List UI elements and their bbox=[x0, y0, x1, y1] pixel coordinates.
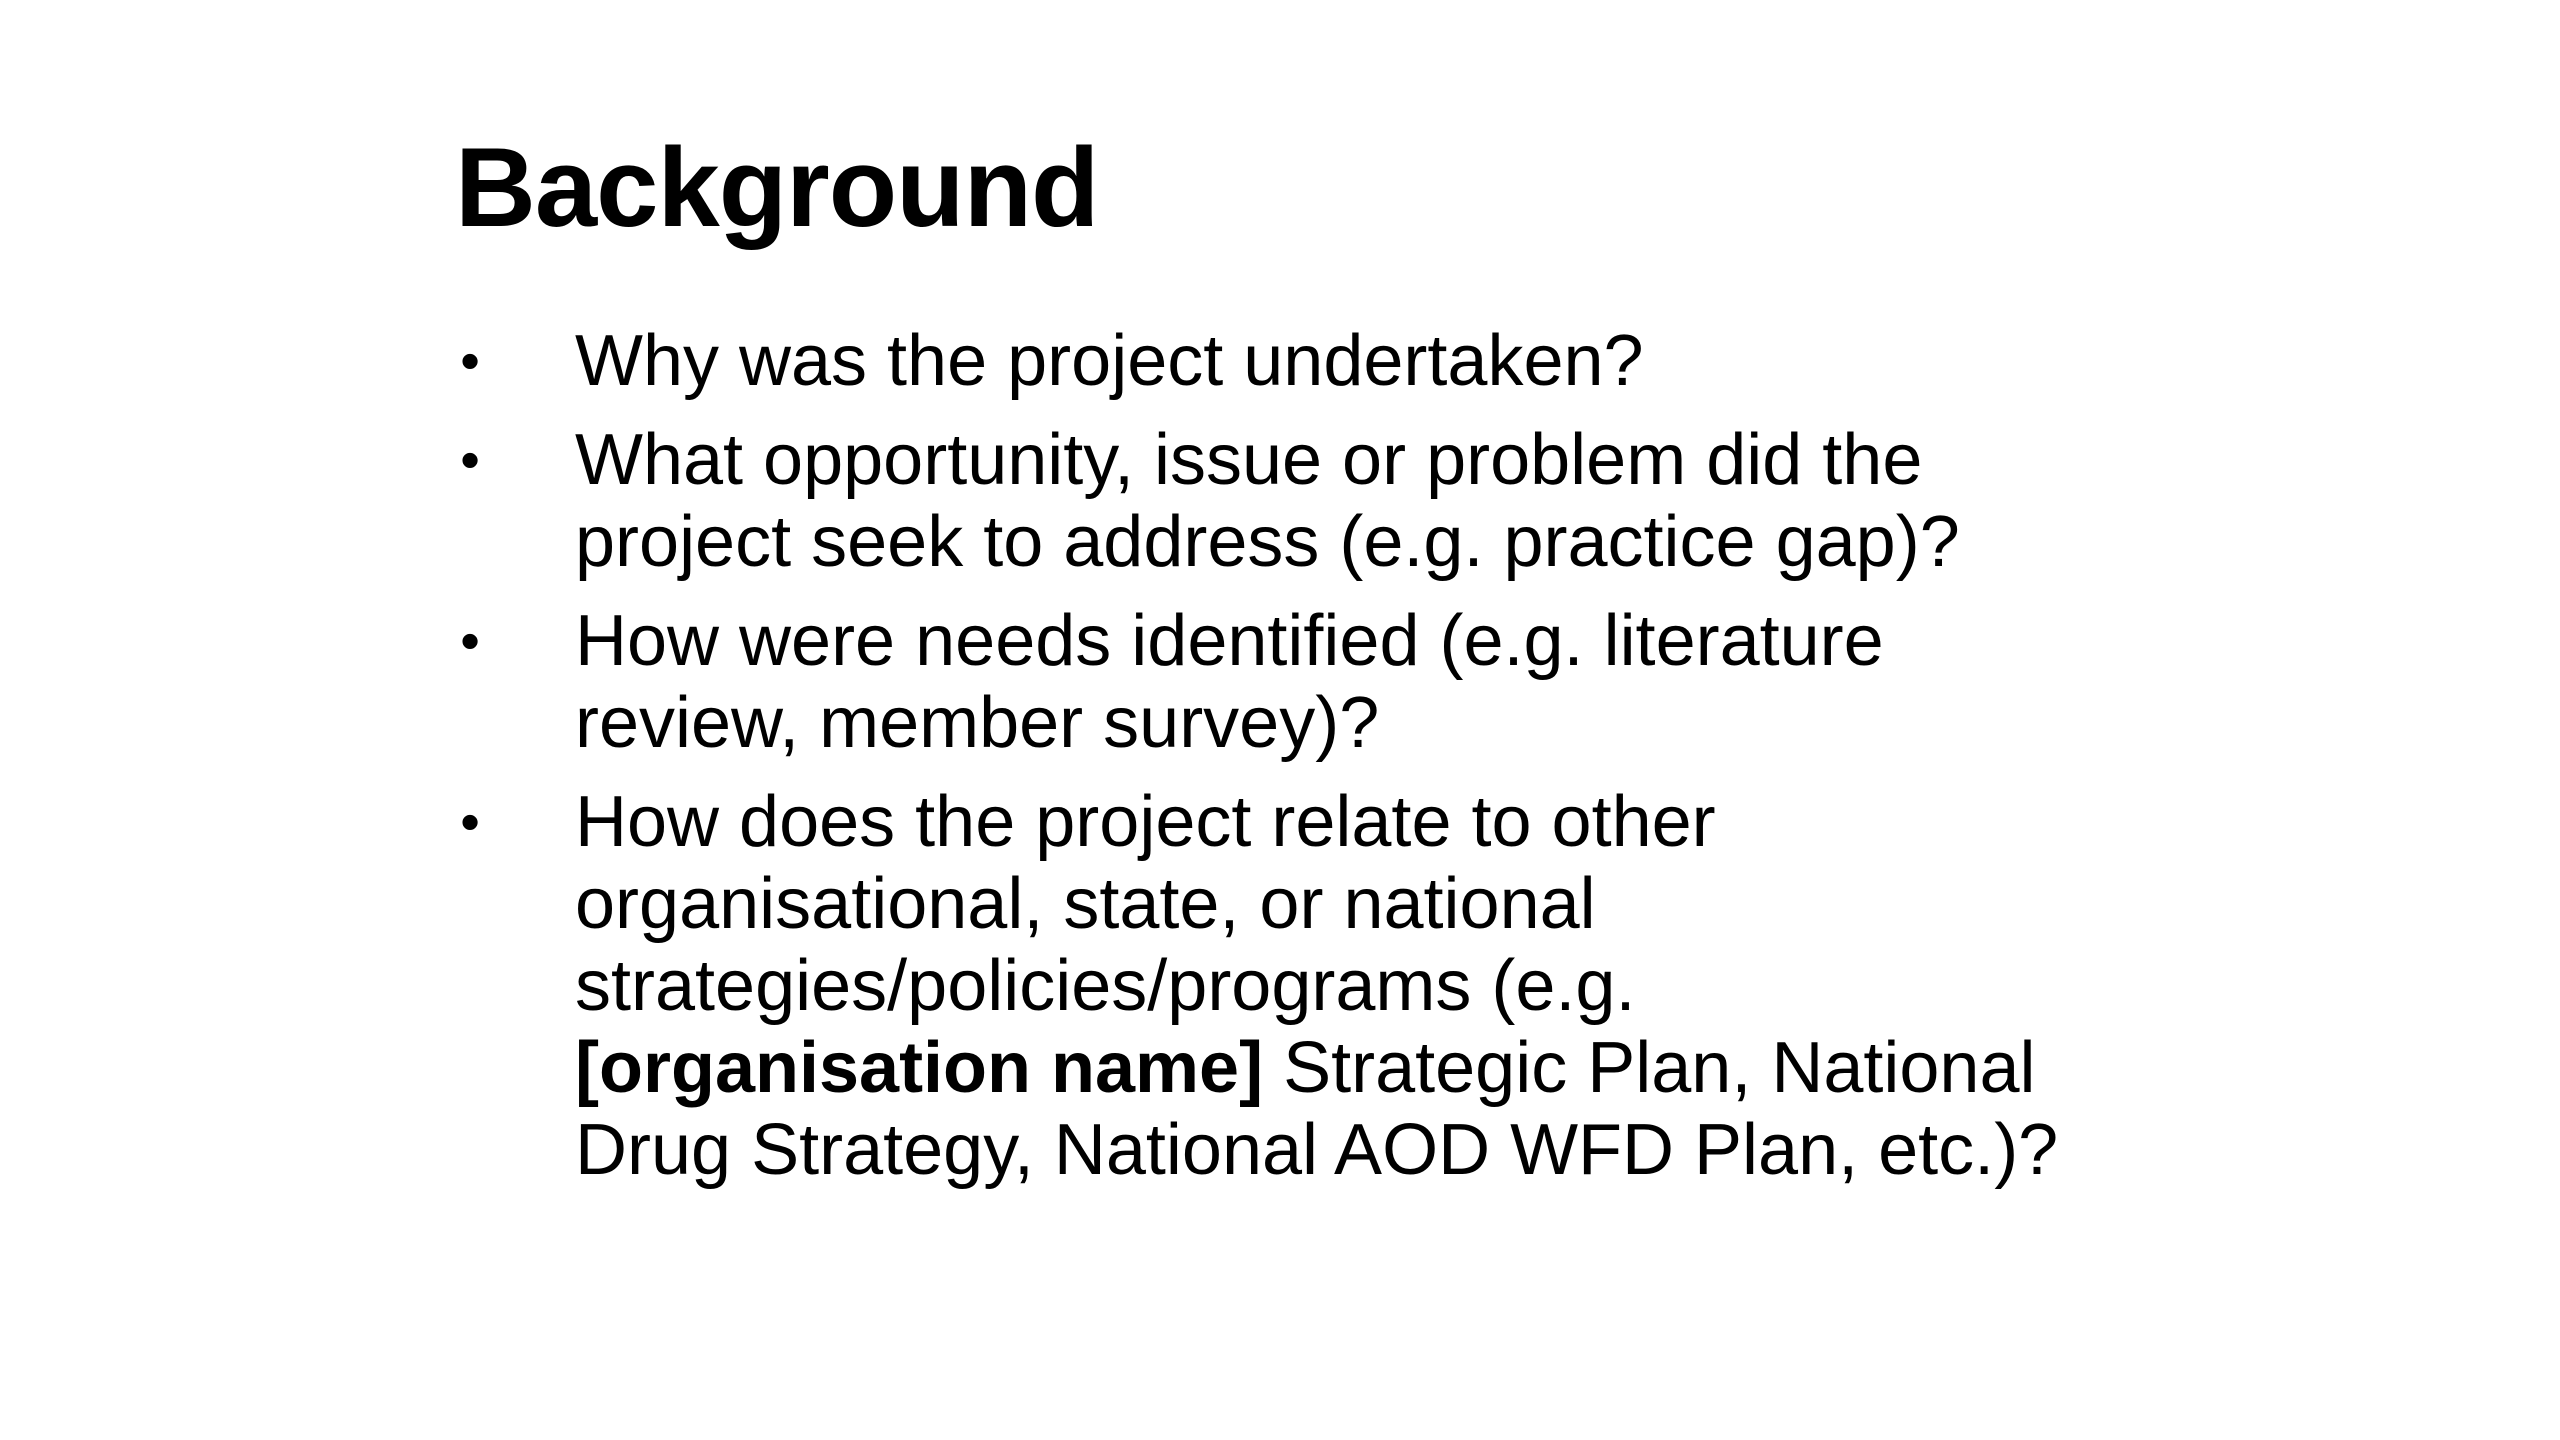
organisation-name-placeholder: [organisation name] bbox=[575, 1028, 1264, 1108]
bullet-text-line: How were needs identified (e.g. literature bbox=[575, 601, 1884, 681]
bullet-text-line: What opportunity, issue or problem did the bbox=[575, 420, 1923, 500]
bullet-item-opportunity bbox=[455, 419, 2195, 583]
bullet-icon: • bbox=[460, 329, 480, 392]
bullet-list bbox=[455, 320, 2195, 1208]
bullet-text-line: strategies/policies/programs (e.g. bbox=[575, 946, 1636, 1026]
bullet-icon: • bbox=[460, 428, 480, 491]
bullet-text-line: project seek to address (e.g. practice gap)? bbox=[575, 502, 1960, 582]
bullet-text: Why was the project undertaken? bbox=[575, 321, 1644, 401]
bullet-text-line: Drug Strategy, National AOD WFD Plan, etc.)? bbox=[575, 1110, 2059, 1190]
bullet-item-why-undertaken bbox=[455, 320, 2195, 402]
bullet-text-line: How does the project relate to other bbox=[575, 782, 1716, 862]
bullet-text-line bbox=[575, 1027, 2195, 1109]
bullet-item-needs bbox=[455, 600, 2195, 764]
bullet-text-line: review, member survey)? bbox=[575, 683, 1380, 763]
slide-title: Background bbox=[455, 125, 1099, 250]
bullet-icon: • bbox=[460, 609, 480, 672]
bullet-text-fragment: Strategic Plan, National bbox=[1263, 1028, 2036, 1108]
bullet-icon: • bbox=[460, 790, 480, 853]
bullet-text-line: organisational, state, or national bbox=[575, 864, 1596, 944]
bullet-item-relation bbox=[455, 781, 2195, 1191]
